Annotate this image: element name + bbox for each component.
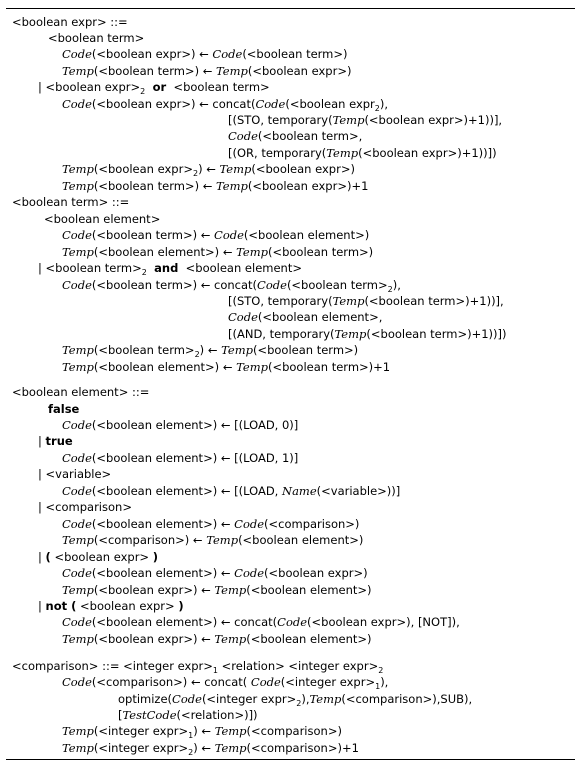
top-rule [6, 8, 575, 9]
grammar-line-stmt [62, 46, 348, 62]
function-name: Code [62, 97, 92, 111]
text-segment: <relation> <integer expr> [218, 659, 379, 673]
grammar-line-boolean-expr-production [12, 14, 128, 30]
keyword: or [152, 80, 167, 94]
grammar-line-stmt-cont [228, 293, 504, 309]
text-segment: (<boolean term>) [252, 343, 359, 357]
text-segment: (<integer expr> [280, 675, 376, 689]
grammar-line-stmt-cont [228, 145, 497, 161]
grammar-line-alt-comparison [38, 499, 132, 515]
text-segment: (<boolean term>) ← [93, 64, 216, 78]
subscript: 2 [194, 350, 200, 359]
keyword: ( [45, 550, 51, 564]
function-name: Temp [332, 294, 365, 308]
function-name: Temp [62, 724, 94, 738]
grammar-line-stmt [62, 63, 351, 79]
grammar-line-stmt [62, 342, 358, 358]
text-segment: ), [380, 675, 389, 689]
function-name: Temp [206, 533, 239, 547]
function-name: Code [228, 310, 258, 324]
subscript: 1 [212, 666, 219, 675]
text-segment: (<boolean term>, [257, 129, 363, 143]
text-segment: | <boolean expr> [38, 80, 141, 94]
function-name: Name [282, 484, 317, 498]
function-name: Code [62, 517, 92, 531]
keyword: false [48, 402, 80, 416]
function-name: Temp [221, 343, 253, 357]
text-segment: (<boolean term>)+1 [267, 360, 391, 374]
grammar-line-stmt [62, 450, 298, 466]
grammar-line-stmt [62, 417, 298, 433]
text-segment: (<boolean element>) ← [93, 360, 237, 374]
text-segment: (<comparison>) [264, 517, 360, 531]
text-segment: [(STO, temporary( [228, 294, 333, 308]
grammar-line-stmt-cont [228, 326, 506, 342]
text-segment: (<boolean expr> [93, 162, 193, 176]
text-segment: (<boolean expr>) [264, 566, 368, 580]
grammar-line-stmt-cont [228, 128, 362, 144]
grammar-line-stmt [62, 565, 368, 581]
grammar-line-stmt [62, 740, 359, 756]
text-segment: <boolean element> [178, 261, 302, 275]
function-name: Temp [62, 162, 94, 176]
text-segment: (<boolean element>) ← concat( [91, 615, 278, 629]
text-segment: <boolean term> [48, 31, 145, 45]
text-segment: (<boolean expr>) ← [91, 47, 213, 61]
text-segment: (<boolean element>) [246, 632, 372, 646]
text-segment: (<boolean expr>)+1))]) [358, 146, 497, 160]
grammar-line-stmt-cont [228, 309, 382, 325]
text-segment: (<boolean expr>)+1))], [364, 113, 503, 127]
text-segment: (<boolean term> [93, 343, 195, 357]
grammar-line-stmt [62, 244, 373, 260]
grammar-line-alt-boolean-expr-or-term [38, 79, 270, 95]
text-segment: (<boolean element>, [257, 310, 383, 324]
subscript: 2 [387, 285, 393, 294]
text-segment: (<boolean element>) ← [(LOAD, 0)] [91, 418, 299, 432]
subscript: 1 [375, 682, 381, 691]
text-segment: (<boolean element>) ← [91, 517, 235, 531]
text-segment: (<boolean term>) [242, 47, 348, 61]
text-segment: <boolean expr> [50, 550, 153, 564]
grammar-line-stmt [62, 631, 372, 647]
text-segment: <comparison> ::= <integer expr> [12, 659, 213, 673]
grammar-line-alt-boolean-element [44, 211, 160, 227]
text-segment: (<boolean term>) [267, 245, 374, 259]
function-name: Code [212, 47, 243, 61]
keyword: true [45, 434, 73, 448]
text-segment: ) ← [193, 741, 215, 755]
function-name: Temp [62, 741, 94, 755]
text-segment: ), [392, 278, 401, 292]
grammar-line-alt-variable [38, 466, 111, 482]
text-segment: <boolean expr> [76, 599, 179, 613]
text-segment: [(STO, temporary( [228, 113, 333, 127]
keyword: ) [178, 599, 184, 613]
subscript: 2 [192, 169, 199, 178]
text-segment: | [38, 599, 46, 613]
grammar-line-stmt [62, 359, 390, 375]
function-name: Temp [216, 179, 248, 193]
subscript: 2 [141, 268, 147, 277]
function-name: Temp [236, 245, 268, 259]
text-segment: (<boolean term>) ← concat( [91, 278, 258, 292]
text-segment: [ [118, 708, 123, 722]
text-segment: (<boolean term> [286, 278, 388, 292]
function-name: Temp [62, 533, 94, 547]
function-name: Code [62, 228, 92, 242]
subscript: 2 [378, 666, 384, 675]
function-name: Code [62, 418, 92, 432]
keyword: ) [152, 550, 158, 564]
function-name: Code [62, 278, 92, 292]
grammar-line-stmt-cont [118, 707, 258, 723]
text-segment: (<boolean expr [285, 97, 375, 111]
text-segment: (<boolean term>) ← [91, 228, 215, 242]
grammar-line-alt-not-expr [38, 598, 184, 614]
function-name: Code [62, 675, 92, 689]
text-segment: (<integer expr> [93, 741, 189, 755]
function-name: Code [257, 278, 287, 292]
text-segment: (<boolean element>) ← [93, 245, 237, 259]
text-segment: ) ← [198, 162, 220, 176]
grammar-line-alt-boolean-term [48, 30, 144, 46]
function-name: Temp [236, 360, 268, 374]
grammar-line-stmt [62, 178, 368, 194]
function-name: Code [228, 129, 258, 143]
grammar-line-alt-false [48, 401, 79, 417]
text-segment: ), [301, 692, 310, 706]
grammar-line-alt-boolean-term-and-element [38, 260, 302, 276]
text-segment: <boolean expr> ::= [12, 15, 128, 29]
grammar-line-stmt [62, 227, 369, 243]
function-name: Code [62, 47, 92, 61]
text-segment: (<integer expr> [93, 724, 189, 738]
grammar-line-stmt [62, 96, 388, 112]
function-name: Code [214, 228, 244, 242]
function-name: Temp [62, 343, 94, 357]
text-segment: <boolean element> [44, 212, 161, 226]
grammar-line-stmt [62, 277, 401, 293]
function-name: Temp [62, 64, 94, 78]
function-name: Temp [214, 583, 247, 597]
function-name: Code [250, 675, 281, 689]
text-segment: optimize( [118, 692, 173, 706]
grammar-line-stmt [62, 516, 359, 532]
text-segment: (<comparison>) [246, 724, 342, 738]
function-name: Temp [332, 113, 365, 127]
text-segment: | [38, 550, 46, 564]
text-segment: ), [379, 97, 389, 111]
text-segment: (<boolean element>) [243, 228, 370, 242]
function-name: Temp [214, 632, 247, 646]
subscript: 2 [374, 104, 380, 113]
function-name: Code [255, 97, 286, 111]
text-segment: (<boolean expr>) ← [93, 583, 215, 597]
text-segment: | <comparison> [38, 500, 132, 514]
text-segment: (<boolean expr>), [NOT]), [307, 615, 460, 629]
text-segment [145, 80, 152, 94]
grammar-line-stmt [62, 674, 388, 690]
text-segment: ) ← [199, 343, 222, 357]
keyword: not ( [45, 599, 77, 613]
text-segment: (<boolean term>)+1))], [364, 294, 504, 308]
function-name: Temp [309, 692, 342, 706]
grammar-line-boolean-term-production [12, 194, 129, 210]
text-segment: (<comparison>)+1 [246, 741, 359, 755]
function-name: Code [62, 484, 92, 498]
function-name: Temp [214, 741, 247, 755]
function-name: Code [277, 615, 308, 629]
function-name: Temp [334, 327, 367, 341]
text-segment: (<integer expr> [201, 692, 297, 706]
keyword: and [154, 261, 179, 275]
text-segment: (<boolean term>)+1))]) [366, 327, 507, 341]
function-name: Temp [214, 724, 247, 738]
grammar-line-boolean-element-production [12, 384, 149, 400]
function-name: Code [234, 517, 265, 531]
text-segment: (<variable>))] [316, 484, 401, 498]
function-name: TestCode [122, 708, 177, 722]
grammar-line-stmt [62, 161, 355, 177]
text-segment: (<relation>)]) [176, 708, 258, 722]
text-segment: <boolean element> ::= [12, 385, 150, 399]
text-segment: | <boolean term> [38, 261, 142, 275]
text-segment: <boolean term> ::= [12, 195, 130, 209]
text-segment: (<comparison>),SUB), [341, 692, 473, 706]
subscript: 2 [296, 699, 302, 708]
text-segment: (<boolean element>) ← [(LOAD, [91, 484, 282, 498]
grammar-line-stmt [62, 483, 400, 499]
text-segment: (<boolean element>) [246, 583, 372, 597]
grammar-line-stmt [62, 582, 372, 598]
text-segment: (<boolean expr>) ← [93, 632, 215, 646]
grammar-line-alt-true [38, 433, 73, 449]
text-segment: ) ← [193, 724, 215, 738]
text-segment: (<boolean expr>) ← concat( [91, 97, 256, 111]
function-name: Temp [216, 64, 248, 78]
text-segment: [(AND, temporary( [228, 327, 335, 341]
function-name: Temp [62, 360, 94, 374]
text-segment: (<boolean element>) ← [(LOAD, 1)] [91, 451, 299, 465]
subscript: 2 [140, 87, 146, 96]
subscript: 1 [188, 731, 194, 740]
function-name: Temp [62, 632, 94, 646]
text-segment: (<boolean term>) ← [93, 179, 216, 193]
grammar-line-stmt [62, 614, 460, 630]
function-name: Code [62, 566, 92, 580]
grammar-line-stmt [62, 532, 363, 548]
text-segment: (<boolean element>) ← [91, 566, 235, 580]
text-segment: (<comparison>) ← concat( [91, 675, 251, 689]
function-name: Code [234, 566, 265, 580]
text-segment: (<boolean element>) [238, 533, 364, 547]
text-segment: (<boolean expr>) [247, 64, 352, 78]
text-segment: <boolean term> [166, 80, 270, 94]
bottom-rule [6, 759, 575, 760]
function-name: Temp [326, 146, 359, 160]
function-name: Code [172, 692, 202, 706]
text-segment: (<comparison>) ← [93, 533, 207, 547]
grammar-line-comparison-production [12, 658, 383, 674]
text-segment: | <variable> [38, 467, 112, 481]
text-segment: (<boolean expr>)+1 [247, 179, 369, 193]
function-name: Temp [62, 583, 94, 597]
text-segment: | [38, 434, 46, 448]
function-name: Code [62, 615, 92, 629]
function-name: Temp [62, 179, 94, 193]
grammar-line-stmt-cont [228, 112, 502, 128]
grammar-line-alt-paren-expr [38, 549, 158, 565]
text-segment: (<boolean expr>) [251, 162, 355, 176]
grammar-line-stmt [62, 723, 342, 739]
function-name: Temp [219, 162, 252, 176]
function-name: Code [62, 451, 92, 465]
subscript: 2 [188, 748, 194, 757]
grammar-line-stmt-cont [118, 691, 472, 707]
text-segment: [(OR, temporary( [228, 146, 327, 160]
function-name: Temp [62, 245, 94, 259]
